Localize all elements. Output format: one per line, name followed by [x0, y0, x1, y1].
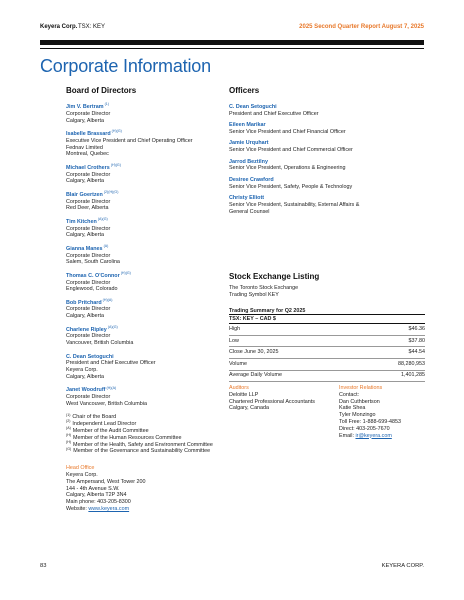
website-link[interactable]: www.keyera.com [88, 505, 130, 512]
board-member-name: Charlene Ripley [66, 326, 107, 333]
board-member-committees: (H)(G) [120, 270, 131, 275]
board-member [66, 104, 226, 124]
investor-email [339, 433, 429, 440]
trading-summary-subtitle: TSX: KEY – CAD $ [229, 314, 425, 324]
board-member-name-line [66, 243, 226, 253]
board-note-marker: (H) [66, 439, 71, 444]
board-member-committees: (2)(H)(G) [103, 189, 119, 194]
board-member-detail: Red Deer, Alberta [66, 205, 109, 212]
head-office-line-3: 144 - 4th Avenue S.W. [66, 485, 120, 492]
trading-row [229, 324, 425, 336]
trading-row-label: Low [229, 337, 239, 344]
board-member [66, 189, 226, 212]
head-office-website [66, 506, 226, 513]
board-member [66, 243, 226, 266]
investor-line-5: Toll Free: 1-888-699-4853 [339, 418, 402, 425]
trading-table [229, 324, 425, 382]
officers-list [229, 104, 429, 215]
footer-company: KEYERA CORP. [381, 563, 424, 569]
board-member-committees: (A)(G) [97, 216, 108, 221]
head-office-line-1: Keyera Corp. [66, 472, 98, 478]
board-member-name-line [66, 297, 226, 307]
investor-relations-section [339, 385, 429, 439]
board-heading: Board of Directors [66, 86, 137, 95]
board-member-name: Bob Pritchard [66, 299, 102, 306]
trading-summary-title: Trading Summary for Q2 2025 [229, 307, 306, 314]
officer-name: Desiree Crawford [229, 176, 274, 183]
board-member [66, 387, 226, 407]
board-member-name-line [66, 324, 226, 334]
trading-row-value: 1,401,285 [401, 372, 425, 379]
auditors-line-1: Deloitte LLP [229, 391, 259, 398]
board-member [66, 297, 226, 320]
page-number: 83 [40, 563, 47, 569]
board-list [66, 104, 226, 408]
board-member-name: Michael Crothers [66, 164, 110, 171]
officer-title: Senior Vice President, Sustainability, External Affairs & [229, 201, 360, 208]
email-link[interactable]: ir@keyera.com [355, 432, 392, 439]
trading-row [229, 371, 425, 383]
board-member-name-line [66, 189, 226, 199]
officer-name: Jarrod Beztilny [229, 158, 268, 165]
officer-title: General Counsel [229, 208, 270, 215]
officer-title: Senior Vice President, Safety, People & Technology [229, 183, 353, 190]
board-member-name: Tim Kitchen [66, 218, 97, 225]
trading-row [229, 336, 425, 348]
board-member-detail: Corporate Director [66, 171, 111, 178]
officer-name: Christy Elliott [229, 194, 265, 201]
header-ticker: TSX: KEY [78, 24, 106, 30]
board-notes [66, 414, 226, 455]
board-member-detail: Fednav Limited [66, 144, 103, 151]
left-column [66, 86, 226, 513]
board-member-name: Thomas C. O'Connor [66, 272, 120, 279]
board-member-detail: Calgary, Alberta [66, 313, 104, 320]
board-member-name-line [66, 131, 226, 138]
board-member-detail: Salem, South Carolina [66, 259, 120, 266]
exchange-heading: Stock Exchange Listing [229, 272, 320, 281]
header-rule-thin [40, 48, 424, 49]
board-member [66, 216, 226, 239]
board-note-marker: (A) [66, 426, 71, 431]
board-note-marker: (G) [66, 446, 72, 451]
board-member-detail: Calgary, Alberta [66, 232, 104, 239]
page-title: Corporate Information [40, 56, 211, 76]
officer-title: Senior Vice President, Operations & Engineering [229, 165, 346, 172]
head-office-line-2: The Ampersand, West Tower 200 [66, 478, 146, 485]
board-member-detail: President and Chief Executive Officer [66, 360, 156, 367]
trading-row [229, 359, 425, 371]
board-member-committees: (1) [104, 102, 109, 107]
officer-name: C. Dean Setoguchi [229, 104, 277, 110]
board-member-detail: Corporate Director [66, 279, 111, 286]
board-member-name-line [66, 162, 226, 172]
head-office [66, 465, 226, 513]
header-rule-thick [40, 40, 424, 45]
board-member-committees: (H)(A) [102, 297, 113, 302]
board-note-marker: (H) [66, 433, 71, 438]
board-member [66, 270, 226, 293]
investor-line-3: Katie Shea [339, 405, 366, 412]
board-note-text: Member of the Audit Committee [72, 428, 149, 435]
board-member-detail: Executive Vice President and Chief Operating Officer [66, 137, 193, 144]
trading-row-label: Close June 30, 2025 [229, 349, 279, 356]
investor-line-4: Tyler Monzingo [339, 412, 376, 419]
page-header [40, 24, 424, 34]
trading-row-label: Volume [229, 360, 247, 367]
head-office-line-4: Calgary, Alberta T2P 3N4 [66, 492, 127, 499]
officer-entry [229, 140, 429, 154]
board-member-committees: (A)(G) [107, 324, 118, 329]
head-office-label: Head Office [66, 465, 95, 472]
auditors-section [229, 385, 329, 412]
board-member-detail: Calgary, Alberta [66, 117, 104, 124]
board-note-marker: (2) [66, 419, 71, 424]
trading-row-value: $44.54 [408, 349, 425, 356]
board-member-detail: Calgary, Alberta [66, 374, 104, 381]
trading-row-value: $46.36 [408, 326, 425, 333]
board-member-name-line [66, 104, 226, 111]
board-member-name: Isabelle Brassard [66, 130, 111, 137]
board-member-committees: (H)(A) [106, 385, 117, 390]
board-member [66, 131, 226, 158]
board-member-detail: Keyera Corp. [66, 367, 98, 374]
board-member-name-line [66, 387, 226, 394]
board-member [66, 162, 226, 185]
board-member-detail: Corporate Director [66, 306, 111, 313]
board-member-name-line [66, 354, 226, 361]
board-note-text: Member of the Human Resources Committee [73, 434, 182, 441]
head-office-line-5: Main phone: 403-205-8300 [66, 499, 131, 506]
header-company: Keyera Corp. [40, 24, 78, 30]
board-member [66, 354, 226, 381]
board-member-name-line [66, 270, 226, 280]
board-note [66, 448, 226, 455]
board-member-detail: Corporate Director [66, 252, 111, 259]
board-member-detail: Calgary, Alberta [66, 178, 104, 185]
board-member-name: Jim V. Bertram [66, 104, 104, 110]
board-note-text: Chair of the Board [72, 414, 117, 421]
board-note-marker: (1) [66, 412, 71, 417]
board-note-text: Member of the Governance and Sustainability Committee [73, 448, 211, 455]
board-member-detail: Corporate Director [66, 198, 111, 205]
trading-row [229, 347, 425, 359]
officer-title: Senior Vice President and Chief Financial Officer [229, 128, 346, 135]
website-label: Website: [66, 505, 89, 512]
board-member-name: Gianna Manes [66, 245, 103, 252]
board-member-detail: Englewood, Colorado [66, 286, 118, 293]
auditors-line-2: Chartered Professional Accountants [229, 398, 315, 405]
board-member-name: Janet Woodruff [66, 387, 106, 394]
exchange-line-1: The Toronto Stock Exchange [229, 285, 299, 291]
trading-row-value: 88,280,953 [398, 360, 425, 367]
exchange-line-2: Trading Symbol KEY [229, 291, 279, 298]
officer-title: Senior Vice President and Chief Commercial Officer [229, 147, 353, 154]
board-note-text: Independent Lead Director [72, 421, 137, 428]
board-member-detail: Corporate Director [66, 110, 111, 117]
board-member-committees: (A) [103, 243, 109, 248]
investor-line-2: Dan Cuthbertson [339, 398, 380, 405]
email-label: Email: [339, 432, 356, 439]
header-report-title: 2025 Second Quarter Report August 7, 2025 [299, 24, 424, 30]
board-member-name: C. Dean Setoguchi [66, 353, 114, 360]
board-member-committees: (H)(G) [110, 162, 121, 167]
investor-line-6: Direct: 403-205-7670 [339, 425, 390, 432]
officers-heading: Officers [229, 86, 260, 95]
board-member-name-line [66, 216, 226, 226]
officer-name: Jamie Urquhart [229, 140, 269, 147]
board-member-detail: West Vancouver, British Columbia [66, 401, 147, 408]
board-note [66, 435, 226, 442]
investor-label: Investor Relations [339, 385, 383, 391]
board-member-detail: Corporate Director [66, 394, 111, 401]
board-member [66, 324, 226, 347]
officer-entry [229, 195, 429, 215]
officer-name: Eileen Marikar [229, 122, 266, 129]
board-member-detail: Corporate Director [66, 333, 111, 340]
board-member-committees: (H)(G) [111, 129, 122, 134]
officer-entry [229, 104, 429, 118]
board-member-detail: Corporate Director [66, 225, 111, 232]
officer-entry [229, 159, 429, 173]
officer-entry [229, 122, 429, 136]
investor-line-1: Contact: [339, 391, 360, 398]
officer-title: President and Chief Executive Officer [229, 110, 319, 117]
board-member-detail: Vancouver, British Columbia [66, 340, 134, 347]
trading-row-label: High [229, 326, 241, 333]
right-column [229, 86, 429, 220]
officer-entry [229, 177, 429, 191]
trading-row-value: $37.80 [408, 337, 425, 344]
board-note-text: Member of the Health, Safety and Environment Committee [73, 441, 213, 448]
auditors-label: Auditors [229, 385, 249, 391]
trading-row-label: Average Daily Volume [229, 372, 282, 379]
auditors-line-3: Calgary, Canada [229, 405, 270, 412]
stock-exchange-section [229, 272, 425, 382]
board-note [66, 419, 226, 431]
board-member-detail: Montreal, Quebec [66, 151, 109, 158]
board-member-name: Blair Goertzen [66, 191, 103, 198]
